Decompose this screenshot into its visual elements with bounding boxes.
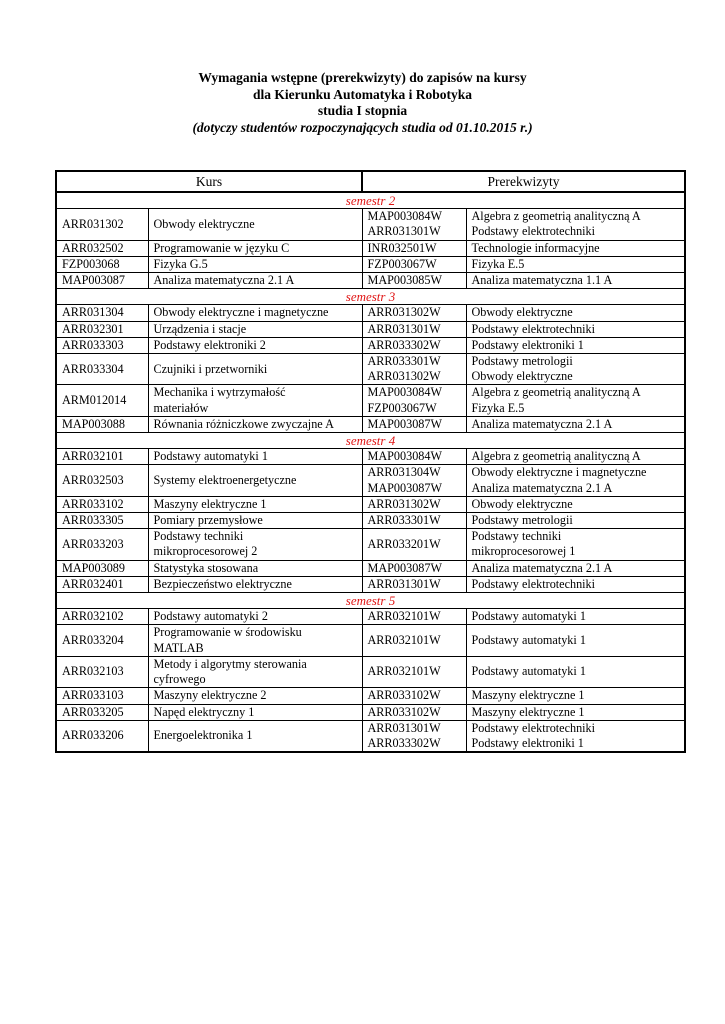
course-name <box>148 496 362 512</box>
prereq-code-line: ARR033302W <box>367 337 441 352</box>
table-row <box>56 576 685 592</box>
prereq-code <box>362 273 466 289</box>
prereq-name <box>466 465 685 496</box>
course-code: ARR032502 <box>56 240 148 256</box>
table-row <box>56 305 685 321</box>
course-code: ARR032101 <box>56 449 148 465</box>
prereq-code <box>362 513 466 529</box>
prereq-name-line: Podstawy automatyki 1 <box>471 664 586 679</box>
course-name-line: Energoelektronika 1 <box>153 728 253 743</box>
heading-line-3: studia I stopnia <box>317 103 408 118</box>
prereq-code <box>362 576 466 592</box>
prereq-code-line: ARR032101W <box>367 609 441 624</box>
prereq-name-line: Podstawy metrologii <box>471 513 573 528</box>
table-row <box>56 273 685 289</box>
course-code: ARR033304 <box>56 354 148 385</box>
prereq-name <box>466 416 685 432</box>
prereq-name-line: Podstawy automatyki 1 <box>471 633 586 648</box>
prereq-code <box>362 209 466 240</box>
prereq-name-line: Obwody elektryczne <box>471 305 573 320</box>
semester-label: semestr 4 <box>56 433 685 449</box>
prereq-name <box>466 256 685 272</box>
course-name <box>148 576 362 592</box>
table-row <box>56 609 685 625</box>
table-row <box>56 625 685 656</box>
table-row <box>56 321 685 337</box>
course-name <box>148 609 362 625</box>
course-name-line: Obwody elektryczne i magnetyczne <box>153 305 329 320</box>
course-name-line: Urządzenia i stacje <box>153 321 247 336</box>
document-heading <box>0 70 725 136</box>
prereq-name <box>466 449 685 465</box>
course-name-line: Podstawy techniki <box>153 529 244 544</box>
course-name-line: Metody i algorytmy sterowania <box>153 656 307 671</box>
prereq-name <box>466 240 685 256</box>
course-name <box>148 321 362 337</box>
prereq-name <box>466 720 685 752</box>
table-row <box>56 385 685 416</box>
course-code: ARR032301 <box>56 321 148 337</box>
prereq-code-line: MAP003087W <box>367 560 442 575</box>
prereq-name-line: mikroprocesorowej 1 <box>471 544 576 559</box>
course-name-line: Maszyny elektryczne 2 <box>153 688 267 703</box>
table-row <box>56 354 685 385</box>
prereq-code <box>362 465 466 496</box>
prereq-code <box>362 240 466 256</box>
prereq-name-line: Algebra z geometrią analityczną A <box>471 209 641 224</box>
prereq-code-line: ARR031302W <box>367 305 441 320</box>
course-code: ARR033303 <box>56 337 148 353</box>
prereq-code-line: MAP003084W <box>367 209 442 224</box>
course-name <box>148 337 362 353</box>
course-code: MAP003088 <box>56 416 148 432</box>
course-name-line: materiałów <box>153 400 209 415</box>
course-name <box>148 465 362 496</box>
prereq-code <box>362 704 466 720</box>
prereq-code-line: MAP003084W <box>367 449 442 464</box>
prereq-name-line: Analiza matematyczna 2.1 A <box>471 416 613 431</box>
course-name-line: Systemy elektroenergetyczne <box>153 473 297 488</box>
prereq-code-line: ARR033301W <box>367 513 441 528</box>
course-code: ARR033204 <box>56 625 148 656</box>
heading-line-1: Wymagania wstępne (prerekwizyty) do zapisów na kursy <box>198 70 527 85</box>
prereq-name <box>466 273 685 289</box>
table-row <box>56 240 685 256</box>
prereq-name-line: Podstawy elektroniki 1 <box>471 337 584 352</box>
course-code: ARR031304 <box>56 305 148 321</box>
table-row <box>56 560 685 576</box>
course-code: MAP003087 <box>56 273 148 289</box>
course-name-line: Pomiary przemysłowe <box>153 513 263 528</box>
prereq-code-line: ARR031301W <box>367 321 441 336</box>
course-name <box>148 529 362 560</box>
course-code: ARR032103 <box>56 656 148 687</box>
prereq-code <box>362 416 466 432</box>
prereq-code <box>362 625 466 656</box>
prereq-name <box>466 385 685 416</box>
course-name <box>148 560 362 576</box>
table-row <box>56 416 685 432</box>
prereq-code-line: ARR032101W <box>367 633 441 648</box>
table-row <box>56 656 685 687</box>
prereq-name-line: Obwody elektryczne <box>471 369 573 384</box>
prereq-name <box>466 305 685 321</box>
prereq-code-line: ARR031301W <box>367 576 441 591</box>
column-header-prerequisites: Prerekwizyty <box>362 171 685 192</box>
prereq-code-line: ARR033102W <box>367 688 441 703</box>
table-body <box>56 192 685 752</box>
prereq-name <box>466 354 685 385</box>
prereq-code <box>362 496 466 512</box>
course-code: ARR033206 <box>56 720 148 752</box>
course-name <box>148 240 362 256</box>
prereq-name <box>466 656 685 687</box>
prereq-code <box>362 337 466 353</box>
course-name-line: mikroprocesorowej 2 <box>153 544 258 559</box>
prereq-name-line: Fizyka E.5 <box>471 256 525 271</box>
prereq-code <box>362 688 466 704</box>
course-name-line: Równania różniczkowe zwyczajne A <box>153 416 334 431</box>
prereq-name-line: Podstawy elektrotechniki <box>471 720 596 735</box>
prereq-name-line: Podstawy elektroniki 1 <box>471 735 584 750</box>
course-code: ARM012014 <box>56 385 148 416</box>
prereq-code-line: ARR033302W <box>367 735 441 750</box>
course-name-line: Podstawy automatyki 2 <box>153 609 268 624</box>
course-name-line: Programowanie w środowisku <box>153 625 302 640</box>
prereq-code <box>362 256 466 272</box>
prereq-name <box>466 625 685 656</box>
course-name-line: Analiza matematyczna 2.1 A <box>153 273 295 288</box>
prereq-name-line: Maszyny elektryczne 1 <box>471 704 585 719</box>
prereq-code-line: MAP003087W <box>367 416 442 431</box>
prereq-name-line: Obwody elektryczne <box>471 496 573 511</box>
course-name <box>148 256 362 272</box>
prereq-code-line: ARR031302W <box>367 496 441 511</box>
prereq-name-line: Fizyka E.5 <box>471 400 525 415</box>
prereq-name-line: Podstawy elektrotechniki <box>471 321 596 336</box>
prerequisites-table <box>55 170 686 753</box>
course-name <box>148 416 362 432</box>
course-name-line: Maszyny elektryczne 1 <box>153 496 267 511</box>
course-code: ARR033103 <box>56 688 148 704</box>
prereq-name <box>466 576 685 592</box>
course-name-line: Czujniki i przetworniki <box>153 361 268 376</box>
column-header-course: Kurs <box>56 171 362 192</box>
prereq-code-line: MAP003084W <box>367 385 442 400</box>
course-code: FZP003068 <box>56 256 148 272</box>
prereq-name <box>466 337 685 353</box>
course-name <box>148 305 362 321</box>
prereq-code <box>362 354 466 385</box>
course-name <box>148 688 362 704</box>
prereq-code <box>362 385 466 416</box>
course-name <box>148 720 362 752</box>
course-name-line: Bezpieczeństwo elektryczne <box>153 576 292 591</box>
prereq-name-line: Analiza matematyczna 2.1 A <box>471 480 613 495</box>
prereq-code-line: ARR033301W <box>367 354 441 369</box>
course-name <box>148 656 362 687</box>
table-row <box>56 496 685 512</box>
course-name <box>148 273 362 289</box>
prereq-name <box>466 529 685 560</box>
prereq-name <box>466 496 685 512</box>
prereq-code <box>362 656 466 687</box>
prereq-code-line: ARR031301W <box>367 720 441 735</box>
prereq-code-line: FZP003067W <box>367 256 437 271</box>
course-code: ARR032102 <box>56 609 148 625</box>
prereq-code <box>362 560 466 576</box>
prereq-name-line: Podstawy techniki <box>471 529 562 544</box>
table-row <box>56 209 685 240</box>
course-name-line: Napęd elektryczny 1 <box>153 704 255 719</box>
course-name-line: Statystyka stosowana <box>153 560 259 575</box>
prereq-name <box>466 704 685 720</box>
prereq-name-line: Analiza matematyczna 1.1 A <box>471 273 613 288</box>
prereq-code-line: ARR033102W <box>367 704 441 719</box>
semester-label: semestr 5 <box>56 593 685 609</box>
prereq-name-line: Podstawy elektrotechniki <box>471 224 596 239</box>
course-name-line: Podstawy automatyki 1 <box>153 449 268 464</box>
prereq-name-line: Algebra z geometrią analityczną A <box>471 385 641 400</box>
prereq-name <box>466 688 685 704</box>
table-row <box>56 337 685 353</box>
prereq-code <box>362 529 466 560</box>
semester-label: semestr 3 <box>56 289 685 305</box>
course-code: ARR033102 <box>56 496 148 512</box>
table-row <box>56 256 685 272</box>
prereq-name <box>466 513 685 529</box>
course-name-line: MATLAB <box>153 640 204 655</box>
prereq-name-line: Algebra z geometrią analityczną A <box>471 449 641 464</box>
course-name-line: Obwody elektryczne <box>153 216 255 231</box>
course-name <box>148 704 362 720</box>
course-code: ARR032503 <box>56 465 148 496</box>
course-name-line: Podstawy elektroniki 2 <box>153 337 266 352</box>
course-name-line: Mechanika i wytrzymałość <box>153 385 286 400</box>
course-code: ARR033203 <box>56 529 148 560</box>
semester-label: semestr 2 <box>56 192 685 209</box>
heading-line-4: (dotyczy studentów rozpoczynających studia od 01.10.2015 r.) <box>192 119 533 135</box>
course-name <box>148 449 362 465</box>
prereq-name-line: Obwody elektryczne i magnetyczne <box>471 465 647 480</box>
semester-row <box>56 289 685 305</box>
heading-line-2: dla Kierunku Automatyka i Robotyka <box>252 86 473 102</box>
semester-row <box>56 593 685 609</box>
prereq-name-line: Analiza matematyczna 2.1 A <box>471 560 613 575</box>
table-header-row <box>56 171 685 192</box>
table-row <box>56 529 685 560</box>
course-name <box>148 385 362 416</box>
prereq-name-line: Podstawy metrologii <box>471 354 573 369</box>
prereq-name-line: Technologie informacyjne <box>471 240 600 255</box>
table-row <box>56 720 685 752</box>
prereq-name <box>466 560 685 576</box>
prereq-code-line: FZP003067W <box>367 400 437 415</box>
course-code: MAP003089 <box>56 560 148 576</box>
prereq-code <box>362 609 466 625</box>
prereq-code-line: MAP003085W <box>367 273 442 288</box>
prereq-code-line: ARR033201W <box>367 536 441 551</box>
table-row <box>56 688 685 704</box>
prereq-name-line: Maszyny elektryczne 1 <box>471 688 585 703</box>
prereq-code <box>362 321 466 337</box>
table-row <box>56 449 685 465</box>
course-code: ARR033305 <box>56 513 148 529</box>
prereq-name-line: Podstawy elektrotechniki <box>471 576 596 591</box>
prereq-code-line: MAP003087W <box>367 480 442 495</box>
prereq-code-line: ARR031304W <box>367 465 441 480</box>
course-name <box>148 513 362 529</box>
prereq-name <box>466 321 685 337</box>
course-name <box>148 209 362 240</box>
prereq-code-line: ARR031302W <box>367 369 441 384</box>
course-code: ARR031302 <box>56 209 148 240</box>
semester-row <box>56 433 685 449</box>
table-row <box>56 513 685 529</box>
course-name-line: cyfrowego <box>153 672 206 687</box>
prereq-code-line: ARR031301W <box>367 224 441 239</box>
course-code: ARR033205 <box>56 704 148 720</box>
prereq-code <box>362 449 466 465</box>
course-code: ARR032401 <box>56 576 148 592</box>
prereq-code <box>362 720 466 752</box>
course-name-line: Fizyka G.5 <box>153 256 208 271</box>
prereq-name <box>466 209 685 240</box>
prereq-name <box>466 609 685 625</box>
prereq-code <box>362 305 466 321</box>
semester-row <box>56 192 685 209</box>
table-row <box>56 465 685 496</box>
course-name <box>148 625 362 656</box>
prereq-name-line: Podstawy automatyki 1 <box>471 609 586 624</box>
table-row <box>56 704 685 720</box>
course-name <box>148 354 362 385</box>
prereq-code-line: INR032501W <box>367 240 437 255</box>
course-name-line: Programowanie w języku C <box>153 240 290 255</box>
prereq-code-line: ARR032101W <box>367 664 441 679</box>
